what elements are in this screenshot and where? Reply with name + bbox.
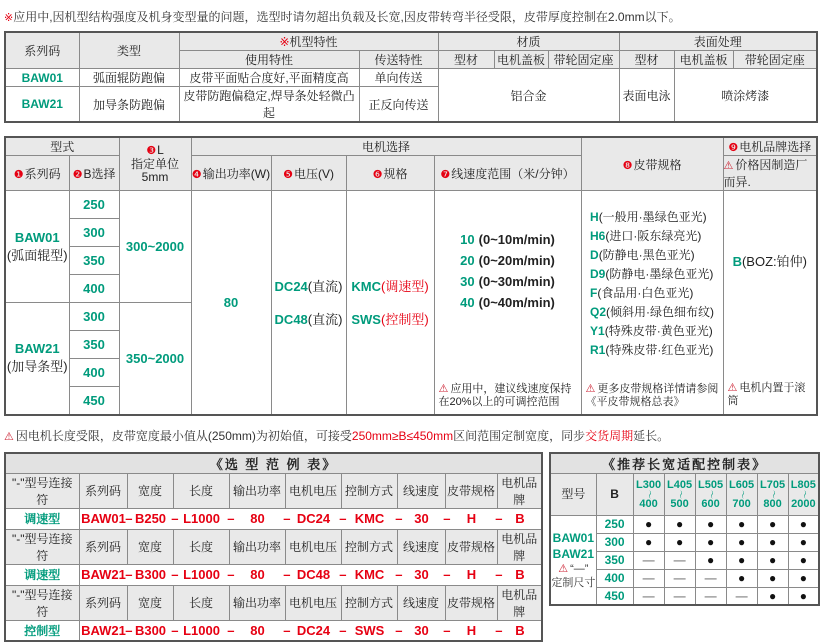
spec-header-surface: 表面处理: [619, 32, 817, 51]
spec-header-feature: ※机型特性: [179, 32, 438, 51]
mark-cell: ●: [664, 533, 695, 551]
series-code: BAW21: [5, 87, 79, 123]
mark-cell: —: [695, 587, 726, 605]
range-wave-icon: 〜: [738, 479, 745, 509]
l-range-baw01: 300~2000: [119, 191, 191, 303]
warning-icon: ⚠: [558, 563, 568, 575]
spec-header-profile-2: 型材: [619, 51, 674, 69]
badge-7-icon: ❼: [440, 169, 450, 181]
mark-cell: —: [633, 587, 664, 605]
voltage-options: DC24(直流) DC48(直流): [271, 191, 346, 415]
mark-cell: ●: [788, 551, 819, 569]
belt-note: ⚠ 更多皮带规格详情请参阅《平皮带规格总表》: [584, 383, 721, 410]
rec-header-l3: L505 〜 600: [695, 473, 726, 515]
spec-header-material: 材质: [438, 32, 619, 51]
warning-icon: ⚠: [439, 383, 449, 395]
rec-header-b: B: [596, 473, 633, 515]
sel-header-speed: ❼线速度范围（米/分钟）: [434, 156, 581, 191]
spec-header-transfer: 传送特性: [359, 51, 438, 69]
rec-header-model: 型号: [550, 473, 596, 515]
series-baw01: BAW01 (弧面辊型): [5, 191, 69, 303]
mark-cell: ●: [757, 533, 788, 551]
ref-mark-icon: ※: [4, 12, 13, 24]
mark-cell: —: [633, 551, 664, 569]
rec-header-l5: L705 〜 800: [757, 473, 788, 515]
b-option: 350: [69, 331, 119, 359]
b-option: 400: [69, 275, 119, 303]
ex-header-speed: 线速度: [397, 473, 445, 508]
spec-options: KMC(调速型) SWS(控制型): [346, 191, 434, 415]
series-code: BAW01: [5, 69, 79, 87]
example-code: BAW21 – B300 – L1000 – 80 – DC48 – KMC – 30 – H – B: [80, 565, 542, 585]
example-code: BAW01 – B250 – L1000 – 80 – DC24 – KMC – 30 – H – B: [80, 509, 542, 529]
ex-header-power: 输出功率: [229, 473, 285, 508]
b-value: 250: [596, 515, 633, 533]
recommend-table-title: 《推荐长宽适配控制表》: [550, 453, 819, 474]
ex-header-belt: 皮带规格: [445, 473, 497, 508]
sel-header-brand-note: ⚠ 价格因制造厂而异.: [723, 156, 817, 191]
sel-header-power: ❹输出功率(W): [191, 156, 271, 191]
ex-header-length: 长度: [173, 473, 229, 508]
b-option: 300: [69, 303, 119, 331]
rec-model-cell: BAW01 BAW21 ⚠ “—” 定制尺寸: [550, 515, 596, 605]
b-option: 250: [69, 191, 119, 219]
mark-cell: ●: [757, 587, 788, 605]
rec-header-l2: L405 〜 500: [664, 473, 695, 515]
belt-options: H(一般用·墨绿色亚光) H6(进口·阪东绿亮光) D(防静电·黑色亚光) D9(防静电·墨绿色亚光) F(食品用·白色亚光) Q2(倾斜用·绿色细布纹) Y1(特殊皮带·黄色亚光) R1(特殊皮带·红色亚光) ⚠ 更多皮带规格详情请参阅《平皮带规格总表》: [581, 191, 723, 415]
table-row: [5, 69, 817, 87]
badge-9-icon: ❾: [728, 142, 738, 154]
mark-cell: ●: [788, 515, 819, 533]
mark-cell: ●: [695, 533, 726, 551]
brand-note: ⚠ 电机内置于滚筒: [726, 382, 815, 409]
table-row: [550, 515, 819, 533]
sel-header-series: ❶系列码: [5, 156, 69, 191]
b-value: 400: [596, 569, 633, 587]
brand-option: B(BOZ:铂仲) ⚠ 电机内置于滚筒: [723, 191, 817, 415]
badge-1-icon: ❶: [14, 169, 24, 181]
mark-cell: —: [726, 587, 757, 605]
mark-cell: —: [664, 587, 695, 605]
b-option: 300: [69, 219, 119, 247]
sel-header-b: ❷B选择: [69, 156, 119, 191]
badge-4-icon: ❹: [192, 169, 202, 181]
b-value: 350: [596, 551, 633, 569]
mark-cell: ●: [726, 533, 757, 551]
b-option: 450: [69, 387, 119, 415]
mark-cell: ●: [695, 515, 726, 533]
recommend-table: [549, 452, 820, 607]
example-code: BAW21 – B300 – L1000 – 80 – DC24 – SWS – 30 – H – B: [80, 621, 542, 641]
badge-5-icon: ❺: [283, 169, 293, 181]
warning-icon: ⚠: [4, 431, 14, 443]
rec-header-l1: L300 〜 400: [633, 473, 664, 515]
rec-header-l4: L605 〜 700: [726, 473, 757, 515]
top-usage-note: [4, 8, 816, 25]
badge-8-icon: ❽: [623, 160, 633, 172]
spec-header-use: 使用特性: [179, 51, 359, 69]
selection-table: [4, 136, 818, 416]
surface-profile-value: 表面电泳: [619, 69, 674, 123]
warning-icon: ⚠: [586, 383, 596, 395]
badge-2-icon: ❷: [73, 169, 83, 181]
mark-cell: ●: [757, 551, 788, 569]
top-usage-note-text: 应用中,因机型结构强度及机身变型量的问题，选型时请勿超出负载及长宽,因皮带转弯半径受限，皮带厚度控制在2.0mm以下。: [13, 10, 680, 24]
spec-header-pulley-seat-2: 带轮固定座: [733, 51, 817, 69]
ex-header-voltage: 电机电压: [285, 473, 341, 508]
example-table: [4, 452, 543, 642]
badge-3-icon: ❸: [146, 145, 156, 157]
range-wave-icon: 〜: [707, 479, 714, 509]
range-wave-icon: 〜: [645, 479, 652, 509]
range-wave-icon: 〜: [769, 479, 776, 509]
spec-header-motor-cover: 电机盖板: [494, 51, 548, 69]
ex-header-brand: 电机品牌: [497, 473, 542, 508]
mark-cell: —: [664, 551, 695, 569]
sel-header-belt: ❽皮带规格: [581, 137, 723, 191]
spec-header-type: 类型: [79, 32, 179, 69]
ex-header-series: 系列码: [79, 473, 127, 508]
warning-icon: ⚠: [724, 160, 734, 172]
mark-cell: ●: [788, 533, 819, 551]
example-type: 调速型: [5, 564, 79, 585]
use-feature: 皮带防跑偏稳定,焊导条处轻微凸起: [179, 87, 359, 123]
sel-header-model: 型式: [5, 137, 119, 156]
table-row: [5, 620, 542, 641]
series-baw21: BAW21 (加导条型): [5, 303, 69, 415]
badge-6-icon: ❻: [373, 169, 383, 181]
b-option: 350: [69, 247, 119, 275]
width-limit-note: ⚠ 因电机长度受限，皮带宽度最小值从(250mm)为初始值，可接受250mm≥B≤450mm区间范围定制宽度，同步交货周期延长。: [4, 427, 816, 444]
table-row: [550, 473, 819, 515]
l-range-baw21: 350~2000: [119, 303, 191, 415]
example-type: 控制型: [5, 620, 79, 641]
sel-header-brand: ❾电机品牌选择: [723, 137, 817, 156]
mark-cell: ●: [757, 569, 788, 587]
material-value: 铝合金: [438, 69, 619, 123]
surface-other-value: 喷涂烤漆: [674, 69, 817, 123]
table-row: [5, 508, 542, 529]
speed-options: 10 (0~10m/min) 20 (0~20m/min) 30 (0~30m/min) 40 (0~40m/min) ⚠ 应用中，建议线速度保持在20%以上的可调控范围: [434, 191, 581, 415]
table-row: [5, 564, 542, 585]
spec-header-motor-cover-2: 电机盖板: [674, 51, 733, 69]
rec-header-l6: L805 〜 2000: [788, 473, 819, 515]
mark-cell: ●: [726, 551, 757, 569]
mark-cell: ●: [788, 569, 819, 587]
table-row: "-"型号连接符 系列码 宽度 长度 输出功率 电机电压 控制方式 线速度 皮带规格 电机品牌: [5, 585, 542, 620]
b-value: 300: [596, 533, 633, 551]
table-row: "-"型号连接符 系列码 宽度 长度 输出功率 电机电压 控制方式 线速度 皮带规格 电机品牌: [5, 529, 542, 564]
power-value: 80: [191, 191, 271, 415]
mark-cell: ●: [633, 515, 664, 533]
ex-header-width: 宽度: [127, 473, 173, 508]
spec-table: [4, 31, 818, 123]
range-wave-icon: 〜: [800, 479, 807, 509]
sel-header-voltage: ❺电压(V): [271, 156, 346, 191]
mark-cell: ●: [726, 515, 757, 533]
warning-icon: ⚠: [728, 382, 738, 394]
b-value: 450: [596, 587, 633, 605]
mark-cell: ●: [695, 551, 726, 569]
spec-header-pulley-seat: 带轮固定座: [548, 51, 619, 69]
transfer-feature: 单向传送: [359, 69, 438, 87]
example-type: 调速型: [5, 508, 79, 529]
mark-cell: —: [633, 569, 664, 587]
transfer-feature: 正反向传送: [359, 87, 438, 123]
mark-cell: ●: [788, 587, 819, 605]
sel-header-motor: 电机选择: [191, 137, 581, 156]
b-option: 400: [69, 359, 119, 387]
ref-mark-icon: ※: [279, 35, 289, 49]
spec-header-series: 系列码: [5, 32, 79, 69]
table-row: [5, 473, 542, 508]
mark-cell: ●: [726, 569, 757, 587]
type-value: 弧面辊防跑偏: [79, 69, 179, 87]
speed-note: ⚠ 应用中，建议线速度保持在20%以上的可调控范围: [437, 383, 579, 410]
range-wave-icon: 〜: [676, 479, 683, 509]
type-value: 加导条防跑偏: [79, 87, 179, 123]
ex-header-connector: "-"型号连接符: [5, 473, 79, 508]
sel-header-spec: ❻规格: [346, 156, 434, 191]
mark-cell: ●: [757, 515, 788, 533]
spec-header-profile: 型材: [438, 51, 494, 69]
example-table-title: 《选 型 范 例 表》: [5, 453, 542, 474]
mark-cell: ●: [633, 533, 664, 551]
mark-cell: —: [664, 569, 695, 587]
ex-header-control: 控制方式: [341, 473, 397, 508]
sel-header-length: ❸L 指定单位5mm: [119, 137, 191, 191]
mark-cell: —: [695, 569, 726, 587]
mark-cell: ●: [664, 515, 695, 533]
use-feature: 皮带平面贴合度好,平面精度高: [179, 69, 359, 87]
